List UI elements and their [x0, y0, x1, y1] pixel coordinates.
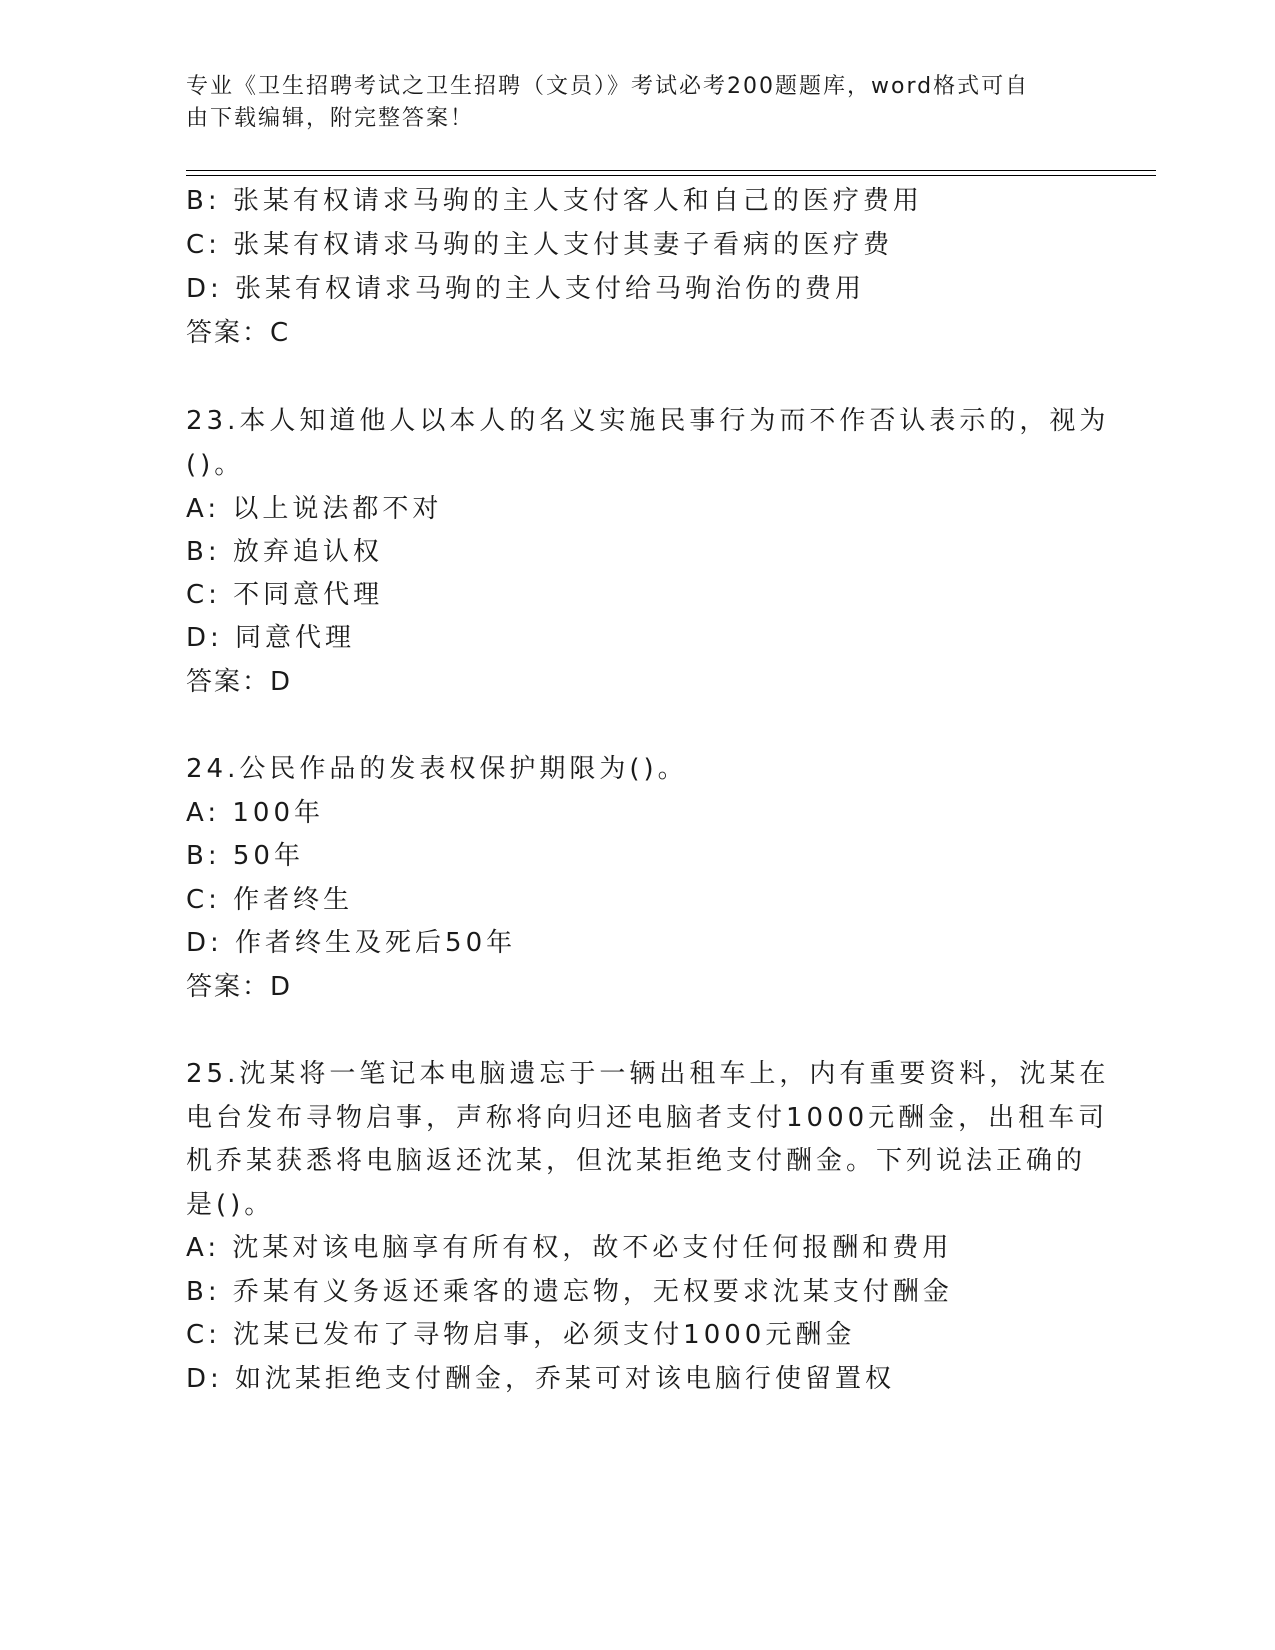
q23-stem-line-2: ()。 [186, 450, 245, 480]
q25-option-c: C: 沈某已发布了寻物启事，必须支付1000元酬金 [186, 1320, 856, 1350]
q23-option-a: A: 以上说法都不对 [186, 494, 443, 524]
q23-option-c: C: 不同意代理 [186, 580, 384, 610]
header-rule-top [186, 170, 1156, 171]
q22-option-b: B: 张某有权请求马驹的主人支付客人和自己的医疗费用 [186, 186, 923, 216]
q22-answer: 答案：C [186, 318, 291, 348]
q23-option-b: B: 放弃追认权 [186, 537, 383, 567]
q23-answer: 答案：D [186, 667, 293, 697]
q25-option-a: A: 沈某对该电脑享有所有权，故不必支付任何报酬和费用 [186, 1233, 953, 1263]
q24-option-b: B: 50年 [186, 841, 304, 871]
q22-option-c: C: 张某有权请求马驹的主人支付其妻子看病的医疗费 [186, 230, 894, 260]
q25-stem-line-3: 机乔某获悉将电脑返还沈某，但沈某拒绝支付酬金。下列说法正确的 [186, 1146, 1087, 1176]
q25-stem-line-1: 25.沈某将一笔记本电脑遗忘于一辆出租车上，内有重要资料，沈某在 [186, 1059, 1110, 1089]
header-rule-bottom [186, 175, 1156, 176]
q23-stem-line-1: 23.本人知道他人以本人的名义实施民事行为而不作否认表示的，视为 [186, 406, 1110, 436]
q25-stem-line-2: 电台发布寻物启事，声称将向归还电脑者支付1000元酬金，出租车司 [186, 1103, 1109, 1133]
q25-option-d: D: 如沈某拒绝支付酬金，乔某可对该电脑行使留置权 [186, 1364, 896, 1394]
q24-option-a: A: 100年 [186, 798, 324, 828]
q24-answer: 答案：D [186, 972, 293, 1002]
q24-option-d: D: 作者终生及死后50年 [186, 928, 517, 958]
header-line-1: 专业《卫生招聘考试之卫生招聘（文员）》考试必考200题题库，word格式可自 [186, 74, 1030, 99]
q25-stem-line-4: 是()。 [186, 1190, 275, 1220]
q24-stem-line-1: 24.公民作品的发表权保护期限为()。 [186, 754, 688, 784]
q23-option-d: D: 同意代理 [186, 623, 356, 653]
header-line-2: 由下载编辑，附完整答案！ [186, 106, 475, 131]
q22-option-d: D: 张某有权请求马驹的主人支付给马驹治伤的费用 [186, 274, 866, 304]
q24-option-c: C: 作者终生 [186, 885, 354, 915]
q25-option-b: B: 乔某有义务返还乘客的遗忘物，无权要求沈某支付酬金 [186, 1277, 953, 1307]
